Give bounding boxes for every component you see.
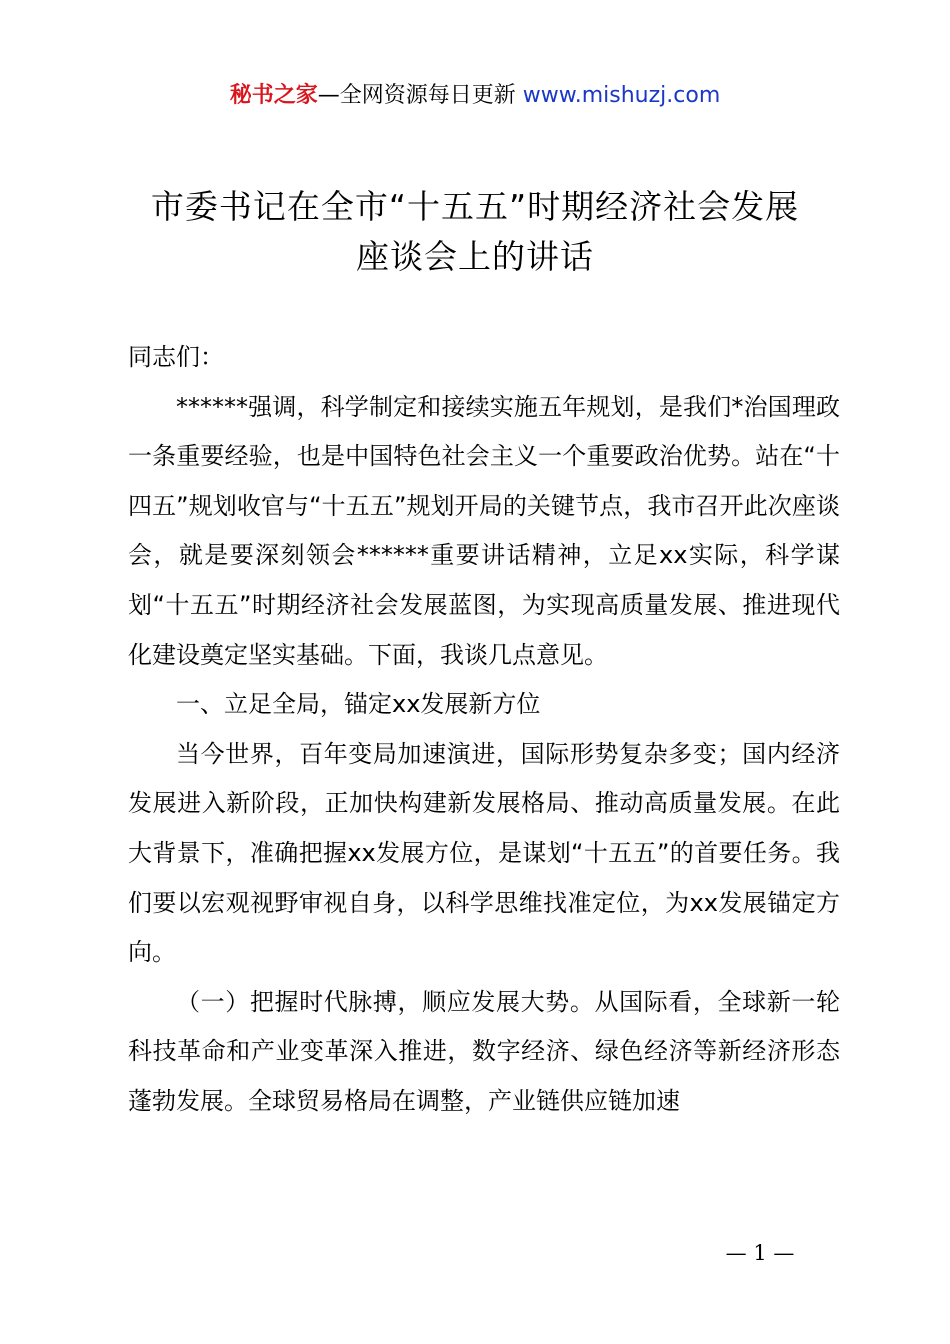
paragraph-context: 当今世界，百年变局加速演进，国际形势复杂多变；国内经济发展进入新阶段，正加快构建新发展格局、推动高质量发展。在此大背景下，准确把握xx发展方位，是谋划“十五五”的首要任务。我们要以宏观视野审视自身，以科学思维找准定位，为xx发展锚定方向。 [128, 739, 840, 967]
section-heading-1: 一、立足全局，锚定xx发展新方位 [176, 690, 541, 719]
document-title-line-2: 座谈会上的讲话 [356, 237, 594, 276]
paragraph-intro: ******强调，科学制定和接续实施五年规划，是我们*治国理政一条重要经验，也是中国特色社会主义一个重要政治优势。站在“十四五”规划收官与“十五五”规划开局的关键节点，我市召开此次座谈会，就是要深刻领会******重要讲话精神，立足xx实际，科学谋划“十五五”时期经济社会发展蓝图，为实现高质量发展、推进现代化建设奠定坚实基础。下面，我谈几点意见。 [128, 392, 840, 669]
page-number: — 1 — [725, 1241, 795, 1265]
document-body [128, 333, 840, 1127]
site-banner [0, 80, 950, 112]
salutation: 同志们： [128, 343, 224, 371]
paragraph-subsection-1: （一）把握时代脉搏，顺应发展大势。从国际看，全球新一轮科技革命和产业变革深入推进，数字经济、绿色经济等新经济形态蓬勃发展。全球贸易格局在调整，产业链供应链加速 [128, 987, 840, 1115]
document-title [100, 182, 850, 282]
document-title-line-1: 市委书记在全市“十五五”时期经济社会发展 [150, 187, 800, 226]
site-slogan: —全网资源每日更新 [317, 83, 516, 108]
site-brand-name: 秘书之家 [229, 83, 318, 108]
site-url-link[interactable]: www.mishuzj.com [522, 83, 721, 108]
